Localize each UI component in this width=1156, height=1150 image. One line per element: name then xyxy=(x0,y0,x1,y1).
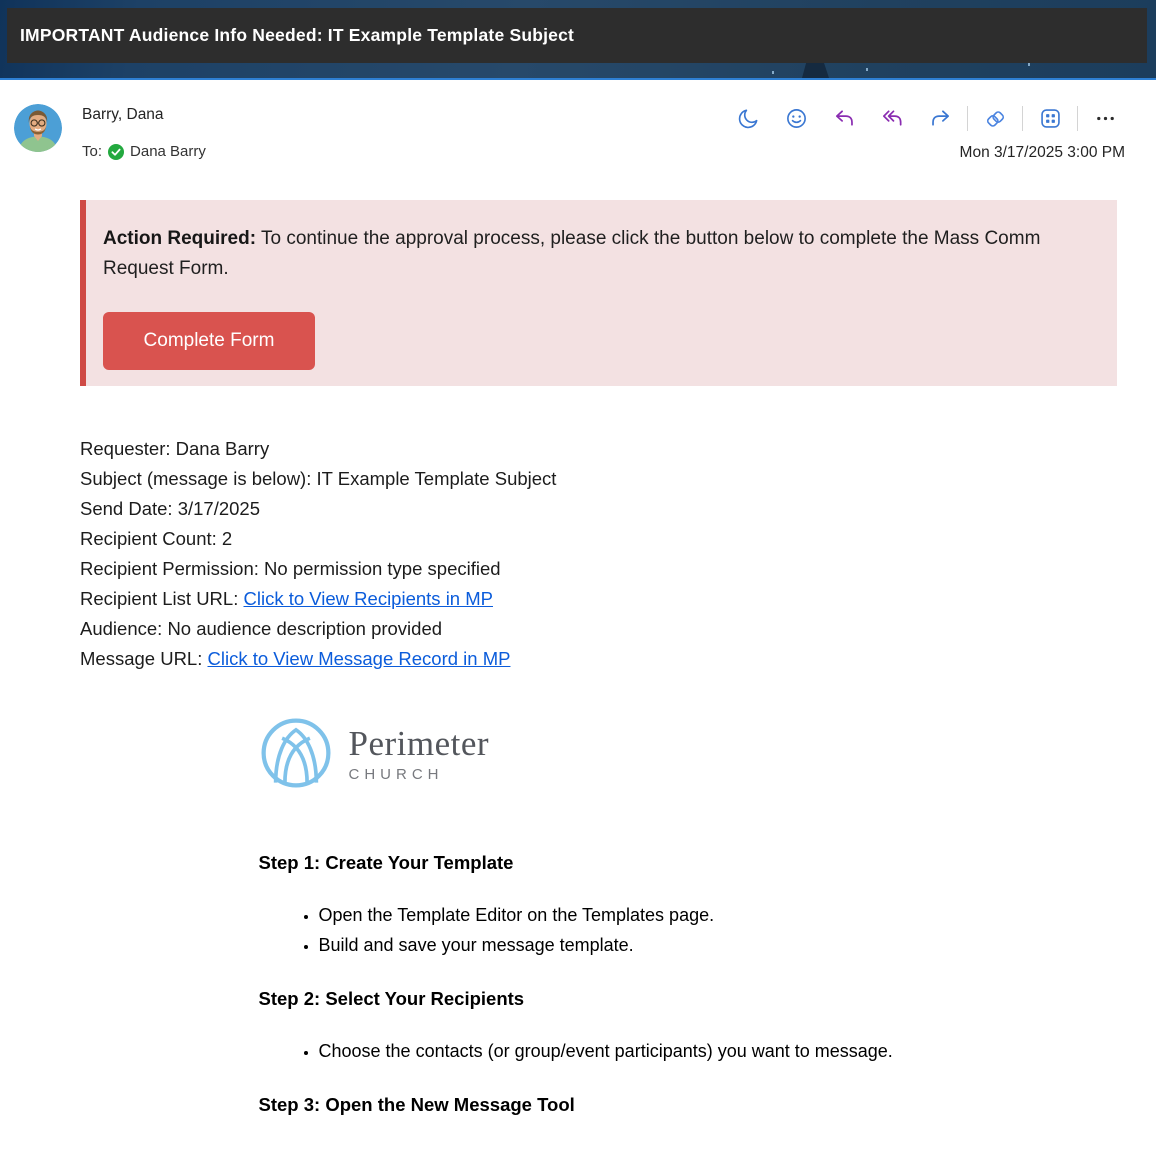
add-reaction-icon[interactable] xyxy=(785,107,808,130)
step-2-bullets xyxy=(259,1036,939,1066)
to-label: To: xyxy=(82,143,103,160)
sender-name[interactable]: Barry, Dana xyxy=(82,106,164,123)
instruction-steps xyxy=(259,852,939,1116)
verified-check-icon xyxy=(108,144,124,160)
more-options-icon[interactable] xyxy=(1094,107,1117,130)
message-timestamp: Mon 3/17/2025 3:00 PM xyxy=(959,144,1125,161)
avatar-photo xyxy=(14,104,62,152)
email-body xyxy=(0,200,1156,1116)
detail-line-subject: Subject (message is below): IT Example Template Subject xyxy=(80,468,557,489)
view-message-record-link[interactable]: Click to View Message Record in MP xyxy=(207,648,511,669)
banner-light-dot xyxy=(1028,63,1030,66)
detail-line-recipient-list-url: Recipient List URL: Click to View Recipients in MP xyxy=(80,588,493,609)
snooze-icon[interactable] xyxy=(737,107,760,130)
alert-message: To continue the approval process, please click the button below to complete the Mass Comm Request Form. xyxy=(103,228,1041,279)
step-3-heading: Step 3: Open the New Message Tool xyxy=(258,1094,575,1115)
alert-text xyxy=(103,224,1077,284)
alert-bold-label: Action Required: xyxy=(103,228,257,249)
request-details xyxy=(80,434,1117,674)
action-required-alert xyxy=(80,200,1117,386)
step-1-bullets xyxy=(259,900,939,960)
banner-light-dot xyxy=(866,68,868,71)
detail-line-message-url: Message URL: Click to View Message Record in MP xyxy=(80,648,511,669)
forward-icon[interactable] xyxy=(929,107,952,130)
reply-icon[interactable] xyxy=(833,107,856,130)
theme-banner xyxy=(0,0,1156,80)
message-header xyxy=(0,80,1156,184)
step-1-heading: Step 1: Create Your Template xyxy=(258,852,514,873)
view-recipients-link[interactable]: Click to View Recipients in MP xyxy=(243,588,493,609)
subject-bar xyxy=(7,8,1147,63)
step-2-heading: Step 2: Select Your Recipients xyxy=(258,988,525,1009)
subject-title: IMPORTANT Audience Info Needed: IT Example Template Subject xyxy=(20,25,575,45)
sender-avatar[interactable] xyxy=(14,104,62,152)
church-logo-text xyxy=(349,724,490,783)
logo-name: Perimeter xyxy=(348,723,490,763)
recipient-name[interactable]: Dana Barry xyxy=(130,143,206,160)
toolbar-separator xyxy=(1022,106,1023,131)
bullet-item: • Choose the contacts (or group/event participants) you want to message. xyxy=(319,1036,904,1066)
perimeter-church-logo xyxy=(259,716,939,790)
to-row xyxy=(82,143,206,160)
detail-line-requester: Requester: Dana Barry xyxy=(80,438,270,459)
bullet-item: • Open the Template Editor on the Templates page. xyxy=(319,900,904,930)
reply-all-icon[interactable] xyxy=(881,107,904,130)
apps-icon[interactable] xyxy=(1039,107,1062,130)
toolbar-separator xyxy=(967,106,968,131)
bullet-item: • Build and save your message template. xyxy=(319,930,904,960)
banner-light-dot xyxy=(772,71,774,74)
loop-icon[interactable] xyxy=(984,107,1007,130)
toolbar-separator xyxy=(1077,106,1078,131)
detail-line-recipient-count: Recipient Count: 2 xyxy=(80,528,233,549)
complete-form-button[interactable]: Complete Form xyxy=(103,312,315,370)
church-logo-icon xyxy=(259,716,333,790)
detail-line-audience: Audience: No audience description provided xyxy=(80,618,443,639)
detail-line-send-date: Send Date: 3/17/2025 xyxy=(80,498,261,519)
detail-line-recipient-permission: Recipient Permission: No permission type specified xyxy=(80,558,501,579)
logo-subtitle: CHURCH xyxy=(348,765,444,783)
email-content xyxy=(259,716,939,1116)
message-toolbar xyxy=(724,106,1129,131)
